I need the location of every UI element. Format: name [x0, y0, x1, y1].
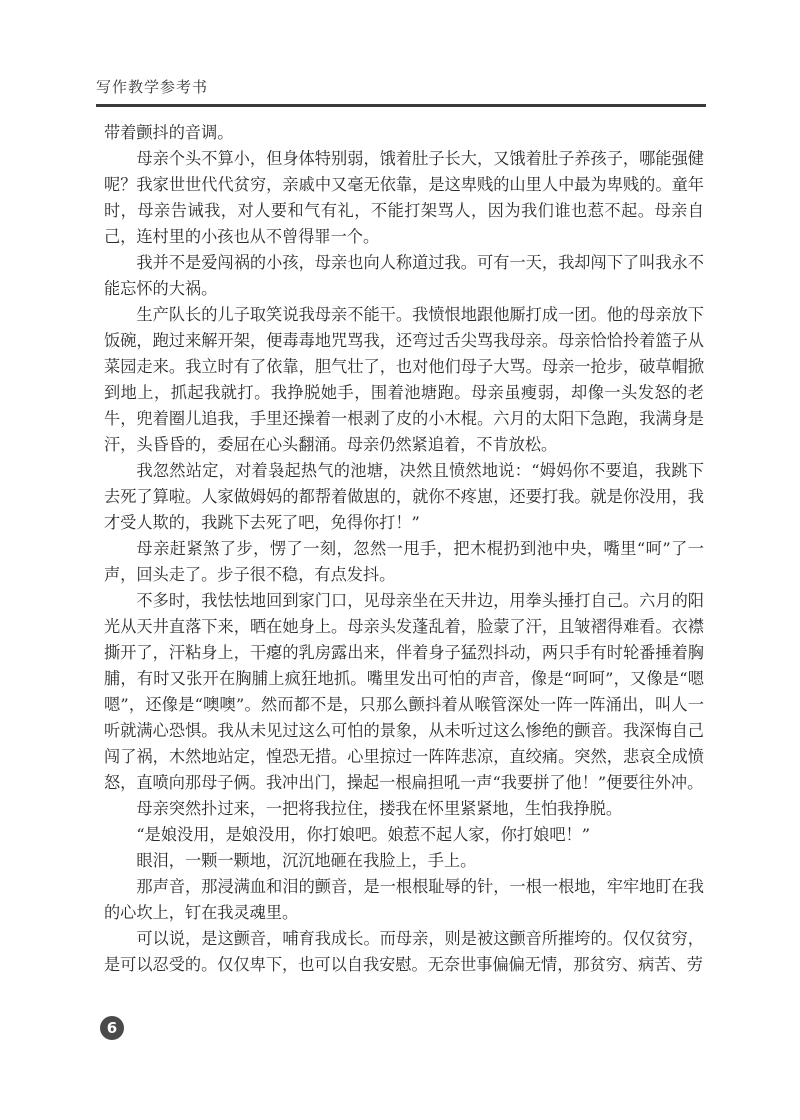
paragraph: 母亲赶紧煞了步，愣了一刻，忽然一甩手，把木棍扔到池中央，嘴里“呵”了一声，回头走了。步子很不稳，有点发抖。 [104, 539, 704, 584]
page-number-badge: 6 [100, 1016, 124, 1040]
paragraph: 生产队长的儿子取笑说我母亲不能干。我愤恨地跟他厮打成一团。他的母亲放下饭碗，跑过来解开架，便毒毒地咒骂我，还弯过舌尖骂我母亲。母亲恰恰拎着篮子从菜园走来。我立时有了依靠，胆气壮了，也对他们母子大骂。母亲一抢步，破草帽掀到地上，抓起我就打。我挣脱她手，围着池塘跑。母亲虽瘦弱，却像一头发怒的老牛，兜着圈儿追我，手里还操着一根剥了皮的小木棍。六月的太阳下急跑，我满身是汗，头昏昏的，委屈在心头翻涌。母亲仍然紧追着，不肯放松。 [104, 305, 704, 454]
running-header [96, 62, 706, 110]
paragraph: 眼泪，一颗一颗地，沉沉地砸在我脸上，手上。 [136, 851, 477, 870]
paragraph: 我并不是爱闯祸的小孩，母亲也向人称道过我。可有一天，我却闯下了叫我永不能忘怀的大祸。 [104, 253, 704, 298]
paragraph: 带着颤抖的音调。 [104, 123, 234, 142]
paragraph: 我忽然站定，对着袅起热气的池塘，决然且愤然地说：“姆妈你不要追，我跳下去死了算啦。人家做姆妈的都帮着做崽的，就你不疼崽，还要打我。就是你没用，我才受人欺的，我跳下去死了吧，免得你打！” [104, 461, 704, 532]
body-text [104, 120, 704, 978]
paragraph: “是娘没用，是娘没用，你打娘吧。娘惹不起人家，你打娘吧！” [136, 825, 591, 844]
paragraph: 那声音，那浸满血和泪的颤音，是一根根耻辱的针，一根一根地，牢牢地盯在我的心坎上，钉在我灵魂里。 [104, 877, 704, 922]
paragraph: 母亲个头不算小，但身体特别弱，饿着肚子长大，又饿着肚子养孩子，哪能强健呢？我家世世代代贫穷，亲戚中又毫无依靠，是这卑贱的山里人中最为卑贱的。童年时，母亲告诫我，对人要和气有礼，不能打架骂人，因为我们谁也惹不起。母亲自己，连村里的小孩也从不曾得罪一个。 [104, 149, 704, 246]
paragraph: 不多时，我怯怯地回到家门口，见母亲坐在天井边，用拳头捶打自己。六月的阳光从天井直落下来，晒在她身上。母亲头发蓬乱着，脸蒙了汗，且皱褶得难看。衣襟撕开了，汗粘身上，干瘪的乳房露出来，伴着身子猛烈抖动，两只手有时轮番捶着胸脯，有时又张开在胸脯上疯狂地抓。嘴里发出可怕的声音，像是“呵呵”，又像是“嗯嗯”，还像是“噢噢”。然而都不是，只那么颤抖着从喉管深处一阵一阵涌出，叫人一听就满心恐惧。我从未见过这么可怕的景象，从未听过这么惨绝的颤音。我深悔自己闯了祸，木然地站定，惶恐无措。心里掠过一阵阵悲凉，直绞痛。突然，悲哀全成愤怒，直喷向那母子俩。我冲出门，操起一根扁担吼一声“我要拼了他！”便要往外冲。 [104, 591, 704, 792]
book-title: 写作教学参考书 [96, 78, 209, 96]
paragraph: 可以说，是这颤音，哺育我成长。而母亲，则是被这颤音所摧垮的。仅仅贫穷，是可以忍受的。仅仅卑下，也可以自我安慰。无奈世事偏偏无情，那贫穷、病苦、劳 [104, 929, 704, 974]
paragraph: 母亲突然扑过来，一把将我拉住，搂我在怀里紧紧地，生怕我挣脱。 [136, 799, 623, 818]
header-divider [96, 104, 706, 107]
